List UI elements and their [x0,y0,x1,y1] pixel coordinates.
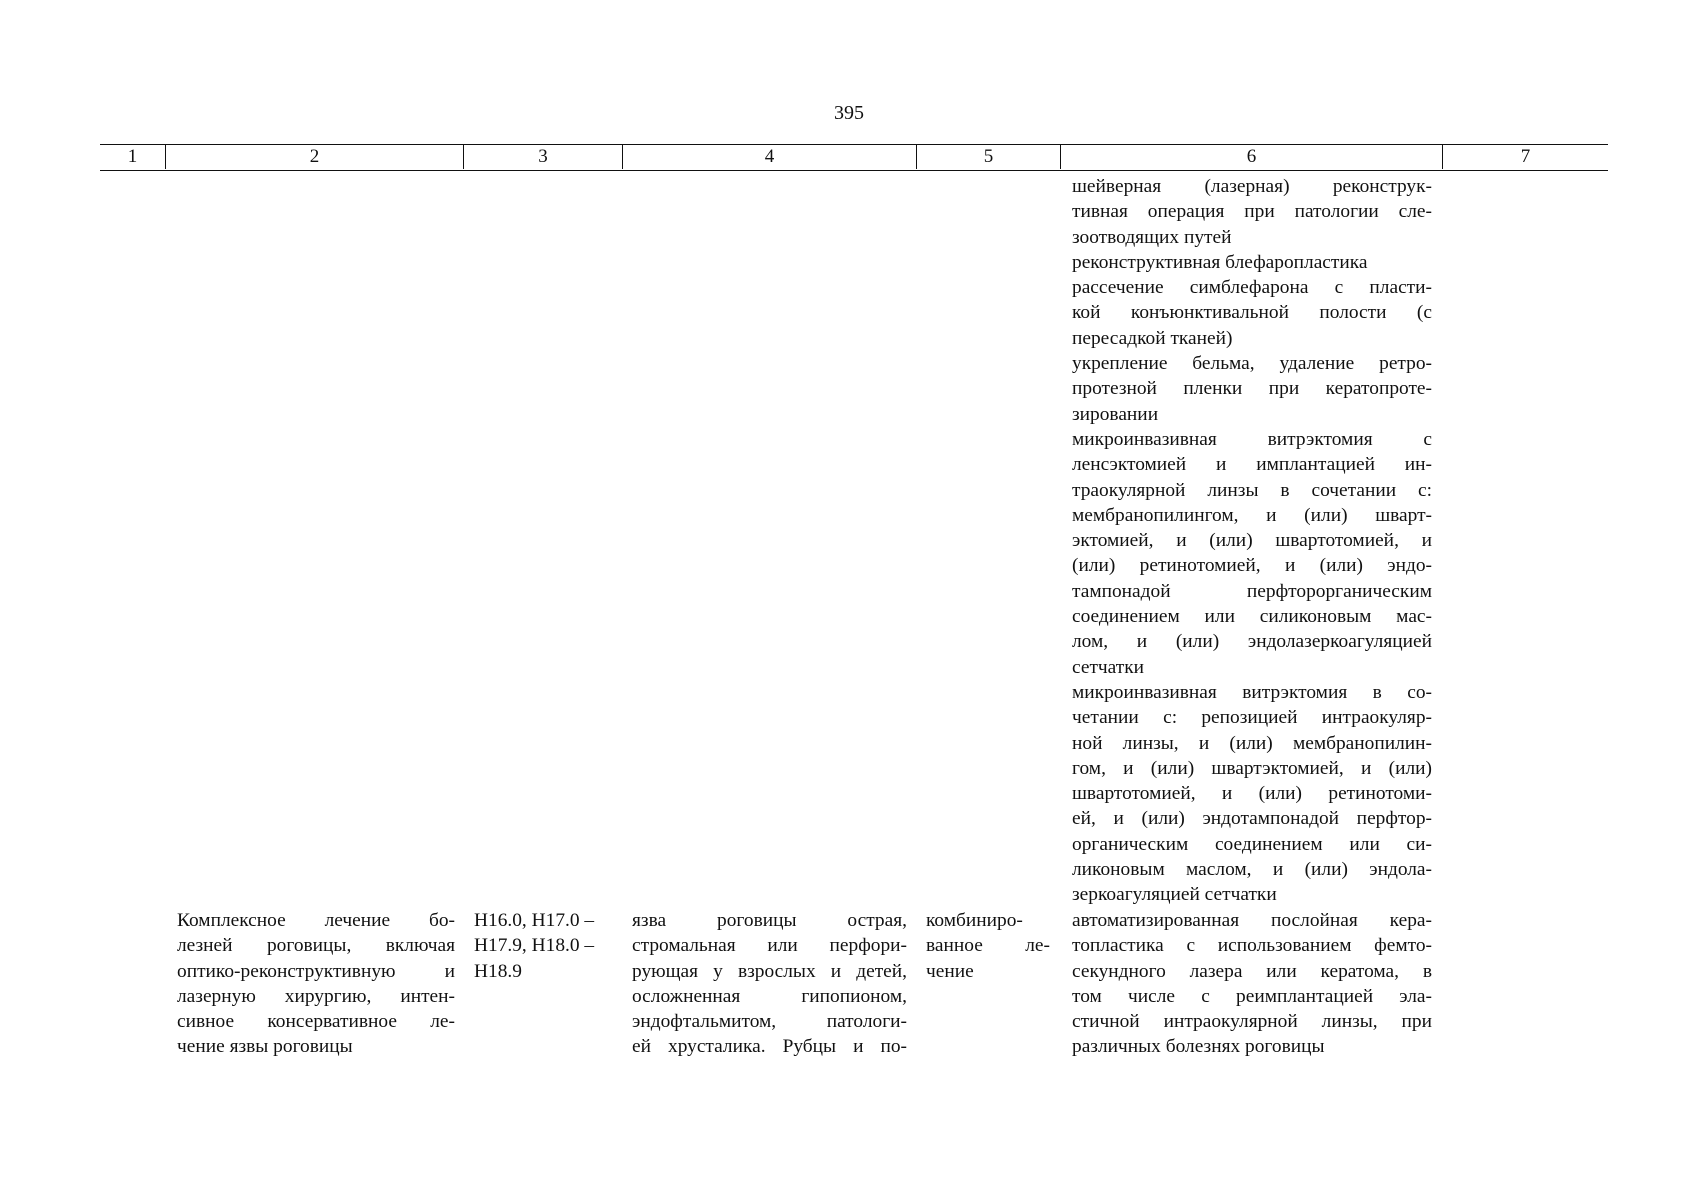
text-line: ей, и (или) эндотампонадой перфтор- [1072,808,1432,830]
text-line: осложненная гипопионом, [632,985,907,1007]
text-line: зеркоагуляцией сетчатки [1072,884,1277,906]
text-line: стичной интраокулярной линзы, при [1072,1011,1432,1033]
text-line: ленсэктомией и имплантацией ин- [1072,454,1432,476]
text-line: оптико-реконструктивную и [177,960,455,982]
text-line: четании с: репозицией интраокуляр- [1072,707,1432,729]
text-line: том числе с реимплантацией эла- [1072,985,1432,1007]
text-line: тампонадой перфторорганическим [1072,580,1432,602]
text-line: ной линзы, и (или) мембранопилин- [1072,732,1432,754]
text-line: реконструктивная блефаропластика [1072,251,1368,273]
text-line: ей хрусталика. Рубцы и по- [632,1036,907,1058]
text-line: кой конъюнктивальной полости (с [1072,302,1432,324]
text-line: протезной пленки при кератопроте- [1072,378,1432,400]
text-line: комбиниро- [926,910,1023,931]
text-line: гом, и (или) швартэктомией, и (или) [1072,757,1432,779]
text-line: эктомией, и (или) швартотомией, и [1072,530,1432,552]
text-line: микроинвазивная витрэктомия в со- [1072,681,1432,703]
table-header-row [100,144,1608,171]
row-col5-text [926,908,1050,984]
text-line: сивное консервативное ле- [177,1011,455,1033]
text-line: зоотводящих путей [1072,226,1232,248]
text-line: зировании [1072,403,1159,425]
column-header-5: 5 [916,145,1060,169]
row-col2-text [177,908,455,1060]
column-header-7: 7 [1442,145,1608,169]
text-line: эндофтальмитом, патологи- [632,1011,907,1033]
text-line: укрепление бельма, удаление ретро- [1072,353,1432,375]
text-line: траокулярной линзы в сочетании с: [1072,479,1432,501]
text-line: рующая у взрослых и детей, [632,960,907,982]
column-header-2: 2 [165,145,463,169]
text-line: H17.9, H18.0 – [474,935,595,957]
text-line: сетчатки [1072,656,1145,678]
column-header-6: 6 [1060,145,1442,169]
text-line: топластика с использованием фемто- [1072,935,1432,957]
row-col4-text [632,908,907,1060]
text-line: различных болезнях роговицы [1072,1036,1325,1058]
text-line: стромальная или перфори- [632,935,907,957]
text-line: автоматизированная послойная кера- [1072,910,1432,931]
text-line: микроинвазивная витрэктомия с [1072,428,1432,450]
text-line: тивная операция при патологии сле- [1072,201,1432,223]
text-line: чение язвы роговицы [177,1036,353,1058]
text-line: шейверная (лазерная) реконструк- [1072,176,1432,197]
text-line: ликоновым маслом, и (или) эндола- [1072,859,1432,881]
text-line: рассечение симблефарона с пласти- [1072,277,1432,299]
row-col3-codes [474,908,614,984]
text-line: ванное ле- [926,935,1050,957]
row-col6-text [1072,908,1432,1060]
column-header-1: 1 [127,146,138,167]
text-line: H16.0, H17.0 – [474,910,595,931]
page-number: 395 [834,102,864,124]
text-line: пересадкой тканей) [1072,327,1233,349]
text-line: швартотомией, и (или) ретинотоми- [1072,783,1432,805]
text-line: лазерную хирургию, интен- [177,985,455,1007]
text-line: Комплексное лечение бо- [177,910,455,931]
text-line: соединением или силиконовым мас- [1072,606,1432,628]
text-line: язва роговицы острая, [632,910,907,931]
text-line: секундного лазера или кератома, в [1072,960,1432,982]
text-line: лом, и (или) эндолазеркоагуляцией [1072,631,1432,653]
column-header-4: 4 [622,145,916,169]
text-line: органическим соединением или си- [1072,833,1432,855]
text-line: чение [926,960,974,982]
column-header-3: 3 [463,145,622,169]
text-line: лезней роговицы, включая [177,935,455,957]
text-line: H18.9 [474,960,522,982]
text-line: (или) ретинотомией, и (или) эндо- [1072,555,1432,577]
col6-continuation-text [1072,174,1432,908]
text-line: мембранопилингом, и (или) шварт- [1072,504,1432,526]
